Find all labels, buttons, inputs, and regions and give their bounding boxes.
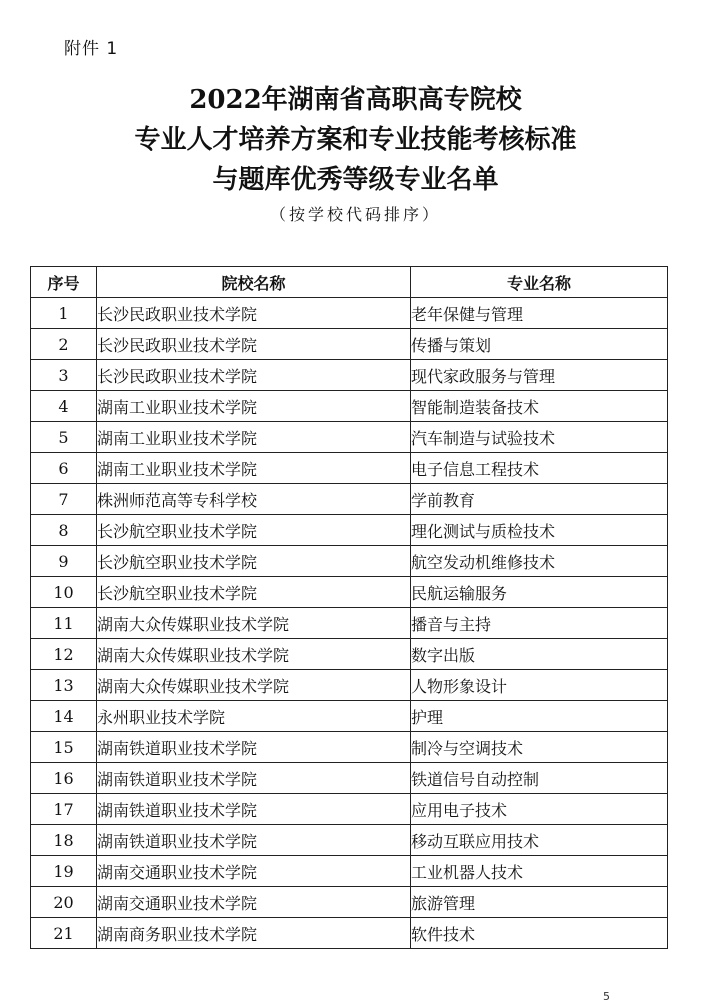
cell-school: 湖南工业职业技术学院 [97, 422, 411, 453]
cell-no: 15 [31, 732, 97, 763]
table-row [31, 763, 668, 794]
table-header-row [31, 267, 668, 298]
header-school: 院校名称 [97, 267, 411, 298]
majors-table [30, 266, 668, 949]
cell-major: 移动互联应用技术 [411, 825, 668, 856]
cell-major: 护理 [411, 701, 668, 732]
cell-major: 应用电子技术 [411, 794, 668, 825]
cell-school: 长沙民政职业技术学院 [97, 329, 411, 360]
cell-major: 旅游管理 [411, 887, 668, 918]
cell-major: 电子信息工程技术 [411, 453, 668, 484]
table-row [31, 639, 668, 670]
cell-school: 永州职业技术学院 [97, 701, 411, 732]
cell-major: 播音与主持 [411, 608, 668, 639]
cell-major: 理化测试与质检技术 [411, 515, 668, 546]
cell-school: 湖南工业职业技术学院 [97, 391, 411, 422]
cell-major: 航空发动机维修技术 [411, 546, 668, 577]
cell-school: 长沙航空职业技术学院 [97, 577, 411, 608]
cell-no: 16 [31, 763, 97, 794]
cell-major: 传播与策划 [411, 329, 668, 360]
table-row [31, 856, 668, 887]
cell-major: 现代家政服务与管理 [411, 360, 668, 391]
table-row [31, 577, 668, 608]
cell-no: 9 [31, 546, 97, 577]
table-row [31, 608, 668, 639]
cell-no: 14 [31, 701, 97, 732]
table-row [31, 515, 668, 546]
cell-school: 湖南铁道职业技术学院 [97, 825, 411, 856]
document-title [0, 80, 711, 200]
attachment-label: 附件 1 [64, 39, 119, 59]
cell-major: 人物形象设计 [411, 670, 668, 701]
cell-school: 长沙航空职业技术学院 [97, 515, 411, 546]
page-number: 5 [603, 990, 610, 1003]
cell-no: 10 [31, 577, 97, 608]
table-row [31, 484, 668, 515]
cell-school: 湖南大众传媒职业技术学院 [97, 639, 411, 670]
cell-no: 19 [31, 856, 97, 887]
cell-school: 湖南商务职业技术学院 [97, 918, 411, 949]
cell-no: 1 [31, 298, 97, 329]
table-row [31, 732, 668, 763]
cell-no: 13 [31, 670, 97, 701]
cell-school: 湖南交通职业技术学院 [97, 887, 411, 918]
cell-major: 制冷与空调技术 [411, 732, 668, 763]
table-row [31, 887, 668, 918]
table-row [31, 825, 668, 856]
cell-school: 湖南大众传媒职业技术学院 [97, 670, 411, 701]
cell-major: 学前教育 [411, 484, 668, 515]
cell-no: 2 [31, 329, 97, 360]
cell-no: 6 [31, 453, 97, 484]
cell-no: 3 [31, 360, 97, 391]
table-row [31, 794, 668, 825]
cell-no: 20 [31, 887, 97, 918]
title-line-2: 专业人才培养方案和专业技能考核标准 [134, 125, 577, 155]
header-no: 序号 [31, 267, 97, 298]
cell-no: 8 [31, 515, 97, 546]
title-line-3: 与题库优秀等级专业名单 [212, 165, 499, 195]
cell-major: 智能制造装备技术 [411, 391, 668, 422]
cell-major: 老年保健与管理 [411, 298, 668, 329]
cell-school: 湖南铁道职业技术学院 [97, 732, 411, 763]
cell-school: 湖南铁道职业技术学院 [97, 763, 411, 794]
cell-no: 17 [31, 794, 97, 825]
cell-school: 湖南大众传媒职业技术学院 [97, 608, 411, 639]
table-row [31, 546, 668, 577]
table-row [31, 360, 668, 391]
cell-school: 长沙民政职业技术学院 [97, 360, 411, 391]
sort-note: （按学校代码排序） [269, 205, 441, 224]
cell-major: 数字出版 [411, 639, 668, 670]
cell-major: 铁道信号自动控制 [411, 763, 668, 794]
cell-no: 21 [31, 918, 97, 949]
table-row [31, 453, 668, 484]
cell-school: 长沙民政职业技术学院 [97, 298, 411, 329]
table-row [31, 422, 668, 453]
table-row [31, 918, 668, 949]
cell-no: 4 [31, 391, 97, 422]
cell-major: 民航运输服务 [411, 577, 668, 608]
cell-school: 株洲师范高等专科学校 [97, 484, 411, 515]
cell-major: 工业机器人技术 [411, 856, 668, 887]
table-row [31, 391, 668, 422]
cell-school: 湖南交通职业技术学院 [97, 856, 411, 887]
cell-no: 5 [31, 422, 97, 453]
title-line-1: 2022年湖南省高职高专院校 [189, 85, 522, 115]
cell-major: 软件技术 [411, 918, 668, 949]
cell-no: 7 [31, 484, 97, 515]
table-row [31, 298, 668, 329]
table-body [31, 298, 668, 949]
table-row [31, 329, 668, 360]
cell-major: 汽车制造与试验技术 [411, 422, 668, 453]
table-row [31, 670, 668, 701]
cell-no: 12 [31, 639, 97, 670]
cell-school: 湖南铁道职业技术学院 [97, 794, 411, 825]
header-major: 专业名称 [411, 267, 668, 298]
table-row [31, 701, 668, 732]
cell-no: 11 [31, 608, 97, 639]
cell-school: 长沙航空职业技术学院 [97, 546, 411, 577]
cell-school: 湖南工业职业技术学院 [97, 453, 411, 484]
cell-no: 18 [31, 825, 97, 856]
